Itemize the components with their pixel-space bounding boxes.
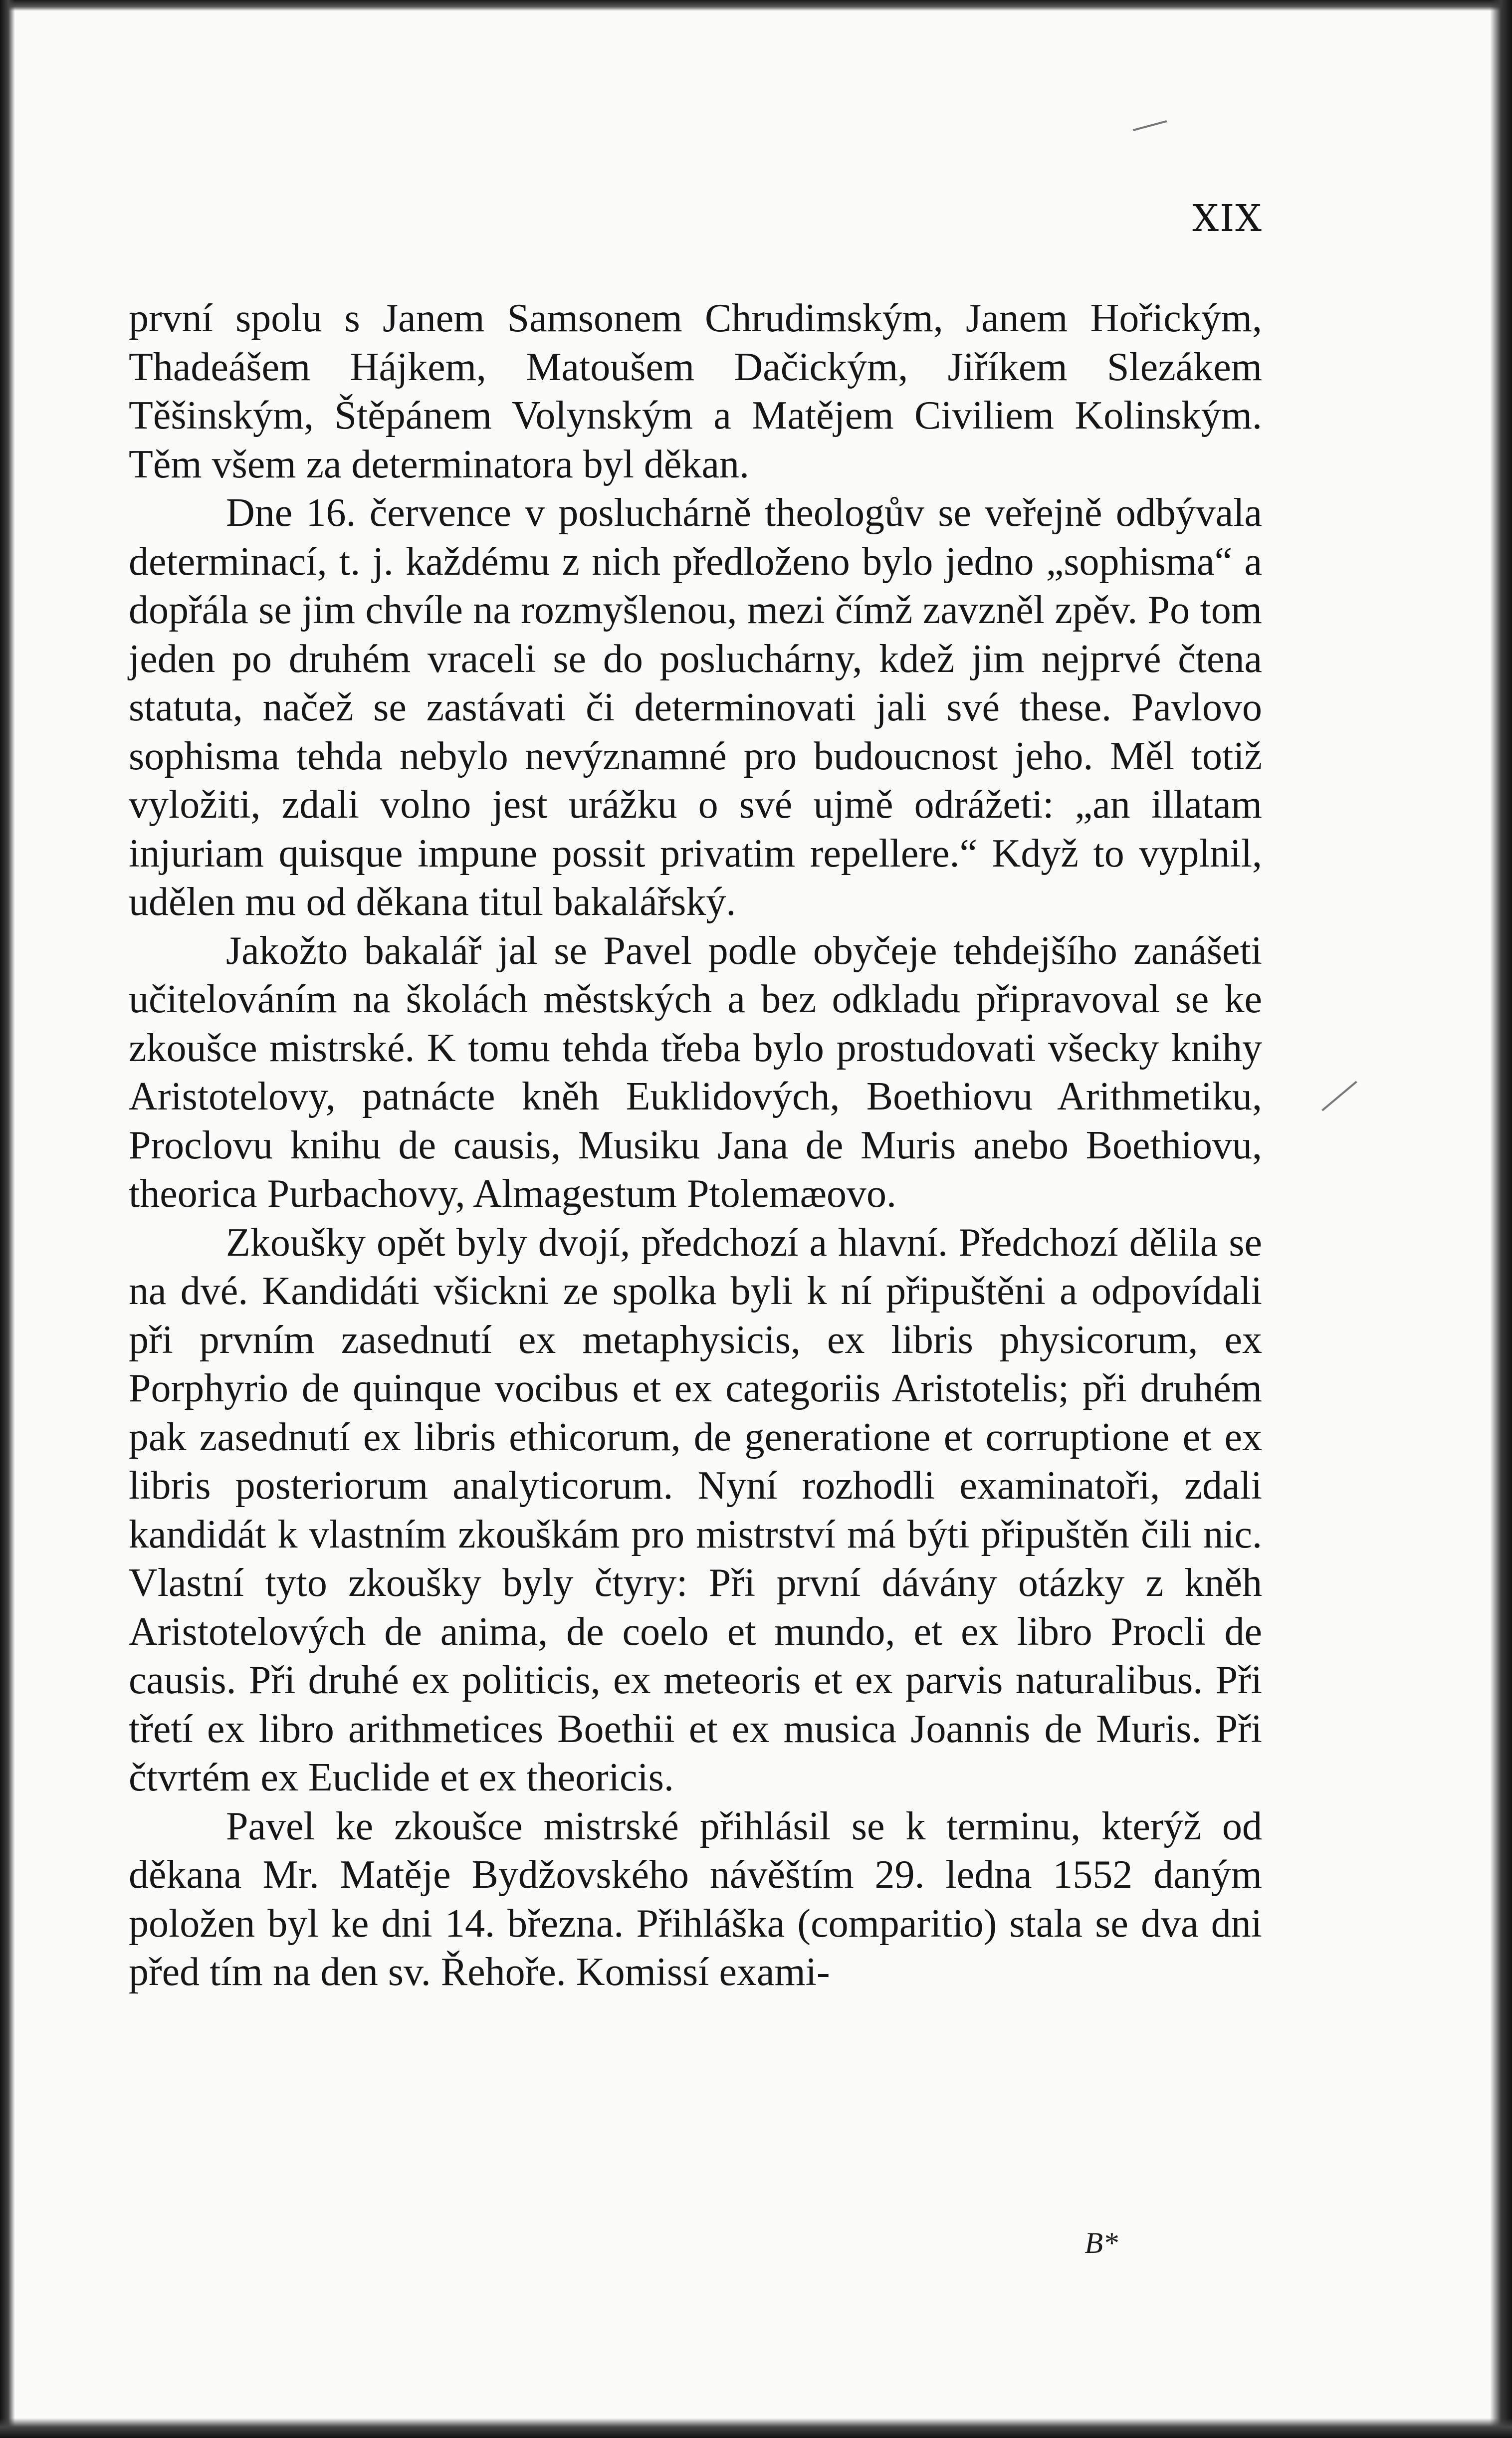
page-number: XIX <box>1192 197 1263 240</box>
signature-mark: B* <box>1084 2226 1118 2259</box>
paragraph: první spolu s Janem Samsonem Chrudimským, Janem Hořickým, Thadeášem Hájkem, Matoušem Dačickým, Jiříkem Slezákem Těšinským, Štěpánem Volynským a Matějem Civiliem Kolinským. Těm všem za determinatora byl děkan. <box>129 296 1262 486</box>
paragraph: Pavel ke zkoušce mistrské přihlásil se k terminu, kterýž od děkana Mr. Matěje Bydžovského návěštím 29. ledna 1552 daným položen byl ke dni 14. března. Přihláška (comparitio) stala se dva dni před tím na den sv. Řehoře. Komissí exami- <box>129 1804 1262 1994</box>
scan-edge-left <box>0 0 15 2438</box>
paragraph: Zkoušky opět byly dvojí, předchozí a hlavní. Předchozí dělila se na dvé. Kandidáti všickni ze spolka byli k ní připuštěni a odpovídali při prvním zasednutí ex metaphysicis, ex libris physicorum, ex Porphyrio de quinque vocibus et ex categoriis Aristotelis; při druhém pak zasednutí ex libris ethicorum, de generatione et corruptione et ex libris posteriorum analyticorum. Nyní rozhodli examinatoři, zdali kandidát k vlastním zkouškám pro mistrství má býti připuštěn čili nic. Vlastní tyto zkoušky byly čtyry: Při první dávány otázky z kněh Aristotelových de anima, de coelo et mundo, et ex libro Procli de causis. Při druhé ex politicis, ex meteoris et ex parvis naturalibus. Při třetí ex libro arithmetices Boethii et ex musica Joannis de Muris. Při čtvrtém ex Euclide et ex theoricis. <box>129 1220 1262 1799</box>
scan-edge-bottom <box>0 2418 1512 2438</box>
scan-mark <box>1133 120 1167 131</box>
body-text <box>129 294 1262 1997</box>
scan-edge-right <box>1490 0 1512 2438</box>
paragraph: Jakožto bakalář jal se Pavel podle obyčeje tehdejšího zanášeti učitelováním na školách městských a bez odkladu připravoval se ke zkoušce mistrské. K tomu tehda třeba bylo prostudovati všecky knihy Aristotelovy, patnácte kněh Euklidových, Boethiovu Arithmetiku, Proclovu knihu de causis, Musiku Jana de Muris anebo Boethiovu, theorica Purbachovy, Almagestum Ptolemæovo. <box>129 928 1262 1216</box>
scan-mark <box>1321 1081 1357 1111</box>
paragraph: Dne 16. července v posluchárně theologův se veřejně odbývala determinací, t. j. každému z nich předloženo bylo jedno „sophisma“ a dopřála se jim chvíle na rozmyšlenou, mezi čímž zavzněl zpěv. Po tom jeden po druhém vraceli se do posluchárny, kdež jim nejprvé čtena statuta, načež se zastávati či determinovati jali své these. Pavlovo sophisma tehda nebylo nevýznamné pro budoucnost jeho. Měl totiž vyložiti, zdali volno jest urážku o své ujmě odrážeti: „an illatam injuriam quisque impune possit privatim repellere.“ Když to vyplnil, udělen mu od děkana titul bakalářský. <box>129 491 1262 924</box>
scan-edge-top <box>0 0 1512 11</box>
